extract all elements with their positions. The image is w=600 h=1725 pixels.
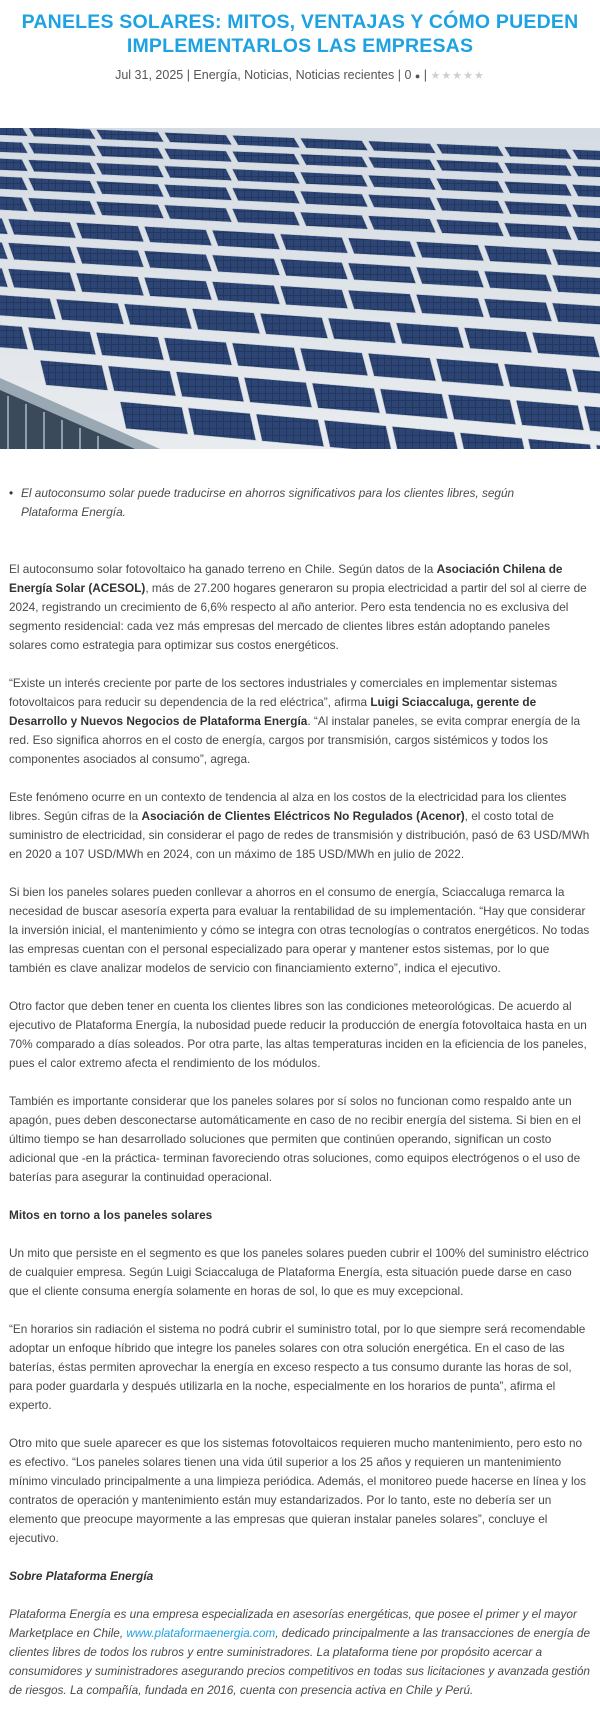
paragraph: “Existe un interés creciente por parte de los sectores industriales y comerciales en implementar sistemas fotovoltaicos para reducir su dependencia de la red eléctrica”, afirma Luigi Sciaccaluga, gerente de Desarrollo y Nuevos Negocios de Plataforma Energía. “Al instalar paneles, se evita comprar energía de la red. Eso significa ahorros en el costo de energía, cargos por transmisión, cargos sistémicos y todos los componentes asociados al consumo”, agrega. [9, 676, 581, 766]
category-link-energia[interactable]: Energía [193, 68, 238, 82]
section-heading: Mitos en torno a los paneles solares [9, 1208, 213, 1222]
meta-separator: | [183, 68, 194, 82]
paragraph: “En horarios sin radiación el sistema no podrá cubrir el suministro total, por lo que siempre será recomendable adoptar un enfoque híbrido que integre los paneles solares con otra solución energética. En el caso de las baterías, éstas permiten aprovechar la energía en exceso respecto a tus consumo durante las horas de sol, para poder guardarla y después utilizarla en la noche, especialmente en los horarios de punta”, afirma el experto. [9, 1322, 586, 1412]
category-link-noticias-recientes[interactable]: Noticias recientes [295, 68, 395, 82]
paragraph: El autoconsumo solar fotovoltaico ha ganado terreno en Chile. Según datos de la Asociación Chilena de Energía Solar (ACESOL), más de 27.200 hogares generaron su propia electricidad a partir del sol al cierre de 2024, registrando un crecimiento de 6,6% respecto al año anterior. Pero esta tendencia no es exclusiva del segmento residencial: cada vez más empresas del mercado de clientes libres están adoptando paneles solares como estrategia para optimizar sus costos energéticos. [9, 562, 587, 652]
star-icon: ★ [430, 70, 442, 82]
paragraph: Si bien los paneles solares pueden conllevar a ahorros en el consumo de energía, Sciaccaluga remarca la necesidad de buscar asesoría experta para evaluar la rentabilidad de su implementación. “Hay que considerar la inversión inicial, el mantenimiento y cómo se integra con otras tecnologías o contratos energéticos. No todas las empresas cuentan con el personal especializado para operar y mantener estos sistemas, por lo que también es clave analizar modelos de servicio con financiamiento externo”, indica el ejecutivo. [9, 885, 590, 975]
comments-link[interactable] [404, 68, 420, 82]
paragraph: Plataforma Energía es una empresa especializada en asesorías energéticas, que posee el primer y el mayor Marketplace en Chile, www.plataformaenergia.com, dedicado principalmente a las transacciones de energía de clientes libres de todos los rubros y entre suministradores. La plataforma tiene por propósito acercar a consumidores y suministradores asegurando precios competitivos en todas sus licitaciones y avanzada gestión de riesgos. La compañía, fundada en 2016, cuenta con presencia activa en Chile y Perú. [9, 1607, 591, 1697]
meta-separator: | [420, 68, 431, 82]
solar-panels-illustration [0, 128, 600, 449]
list-item: • El autoconsumo solar puede traducirse en ahorros significativos para los clientes libres, según Plataforma Energía. [9, 486, 515, 519]
star-icon: ★ [463, 70, 475, 82]
article-body [0, 484, 600, 1700]
website-link[interactable]: www.plataformaenergia.com [126, 1626, 276, 1640]
paragraph: También es importante considerar que los paneles solares por sí solos no funcionan como respaldo ante un apagón, pues deben desconectarse automáticamente en caso de no recibir energía del sistema. Si bien en el último tiempo se han desarrollado soluciones que permiten que continúen operando, significan un costo adicional que -en la práctica- terminan favoreciendo otras soluciones, como equipos electrógenos o el uso de baterías para asegurar la continuidad operacional. [9, 1094, 581, 1184]
paragraph: Otro factor que deben tener en cuenta los clientes libres son las condiciones meteorológicas. De acuerdo al ejecutivo de Plataforma Energía, la nubosidad puede reducir la producción de energía fotovoltaica hasta en un 70% comparado a días soleados. Por otra parte, las altas temperaturas inciden en la eficiencia de los paneles, pues el calor extremo afecta el rendimiento de los módulos. [9, 999, 587, 1070]
star-icon: ★ [452, 70, 464, 82]
summary-list [0, 484, 600, 522]
star-icon: ★ [474, 70, 485, 82]
meta-separator: | [394, 68, 405, 82]
hero-image [0, 128, 600, 449]
page-title: PANELES SOLARES: MITOS, VENTAJAS Y CÓMO PUEDEN IMPLEMENTARLOS LAS EMPRESAS [21, 11, 579, 57]
paragraph: Un mito que persiste en el segmento es que los paneles solares pueden cubrir el 100% del suministro eléctrico de cualquier empresa. Según Luigi Sciaccaluga de Plataforma Energía, esta situación puede darse en caso que el cliente consuma energía solamente en horas de sol, lo que es muy excepcional. [9, 1246, 589, 1298]
post-header [0, 0, 600, 85]
star-icon: ★ [441, 70, 453, 82]
post-date: Jul 31, 2025 [115, 68, 184, 82]
post-meta: Jul 31, 2025 | Energía, Noticias, Noticias recientes | 0 ● | ★★★★★ [115, 68, 485, 82]
paragraph: Otro mito que suele aparecer es que los sistemas fotovoltaicos requieren mucho mantenimiento, pero esto no es efectivo. “Los paneles solares tienen una vida útil superior a los 25 años y requieren un mantenimiento mínimo vinculado principalmente a una limpieza periódica. Además, el monitoreo puede hacerse en línea y los contratos de operación y mantenimiento están muy estandarizados. Por lo tanto, este no debería ser un elemento que preocupe mayormente a las empresas que quieran instalar paneles solares”, concluye el ejecutivo. [9, 1436, 587, 1545]
section-heading: Sobre Plataforma Energía [9, 1569, 154, 1583]
star-rating [431, 70, 485, 82]
paragraph: Este fenómeno ocurre en un contexto de tendencia al alza en los costos de la electricidad para los clientes libres. Según cifras de la Asociación de Clientes Eléctricos No Regulados (Acenor), el costo total de suministro de electricidad, sin considerar el pago de redes de transmisión y distribución, pasó de 63 USD/MWh en 2020 a 107 USD/MWh en 2024, con un máximo de 185 USD/MWh en julio de 2022. [9, 790, 590, 861]
comment-count: 0 [404, 68, 412, 82]
category-link-noticias[interactable]: Noticias [244, 68, 289, 82]
comment-bubble-icon: ● [414, 71, 421, 81]
